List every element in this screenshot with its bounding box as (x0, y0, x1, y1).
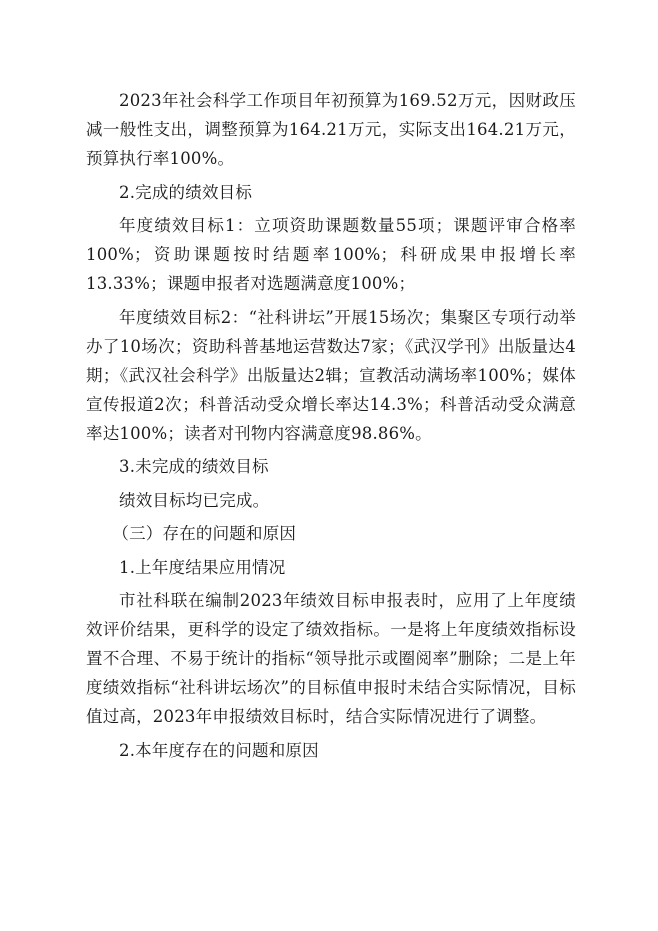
annual-goal-1-paragraph: 年度绩效目标1：立项资助课题数量55项；课题评审合格率100%；资助课题按时结题率100%；科研成果申报增长率13.33%；课题申报者对选题满意度100%； (86, 216, 576, 293)
section-heading-completed-goals: 2.完成的绩效目标 (119, 182, 253, 202)
uncompleted-goals-paragraph: 绩效目标均已完成。 (119, 490, 270, 510)
section-heading-uncompleted-goals: 3.未完成的绩效目标 (119, 457, 269, 476)
annual-goal-2-paragraph: 年度绩效目标2：“社科讲坛”开展15场次；集聚区专项行动举办了10场次；资助科普基地运营数达7家；《武汉学刊》出版量达4期；《武汉社会科学》出版量达2辑；宣教活动满场率100%；媒体宣传报道2次；科普活动受众增长率达14.3%；科普活动受众满意率达100%；读者对刊物内容满意度98.86%。 (86, 307, 576, 443)
section-heading-current-year-problems: 2.本年度存在的问题和原因 (119, 740, 319, 760)
section-heading-problems: （三）存在的问题和原因 (112, 524, 297, 543)
document-body (86, 86, 576, 769)
section-heading-prior-year-results: 1.上年度结果应用情况 (119, 557, 286, 577)
budget-paragraph: 2023年社会科学工作项目年初预算为169.52万元，因财政压减一般性支出，调整预算为164.21万元，实际支出164.21万元，预算执行率100%。 (86, 91, 576, 168)
prior-year-results-paragraph: 市社科联在编制2023年绩效目标申报表时，应用了上年度绩效评价结果，更科学的设定了绩效指标。一是将上年度绩效指标设置不合理、不易于统计的指标“领导批示或圈阅率”删除；二是上年度绩效指标“社科讲坛场次”的目标值申报时未结合实际情况，目标值过高，2023年申报绩效目标时，结合实际情况进行了调整。 (86, 591, 576, 726)
